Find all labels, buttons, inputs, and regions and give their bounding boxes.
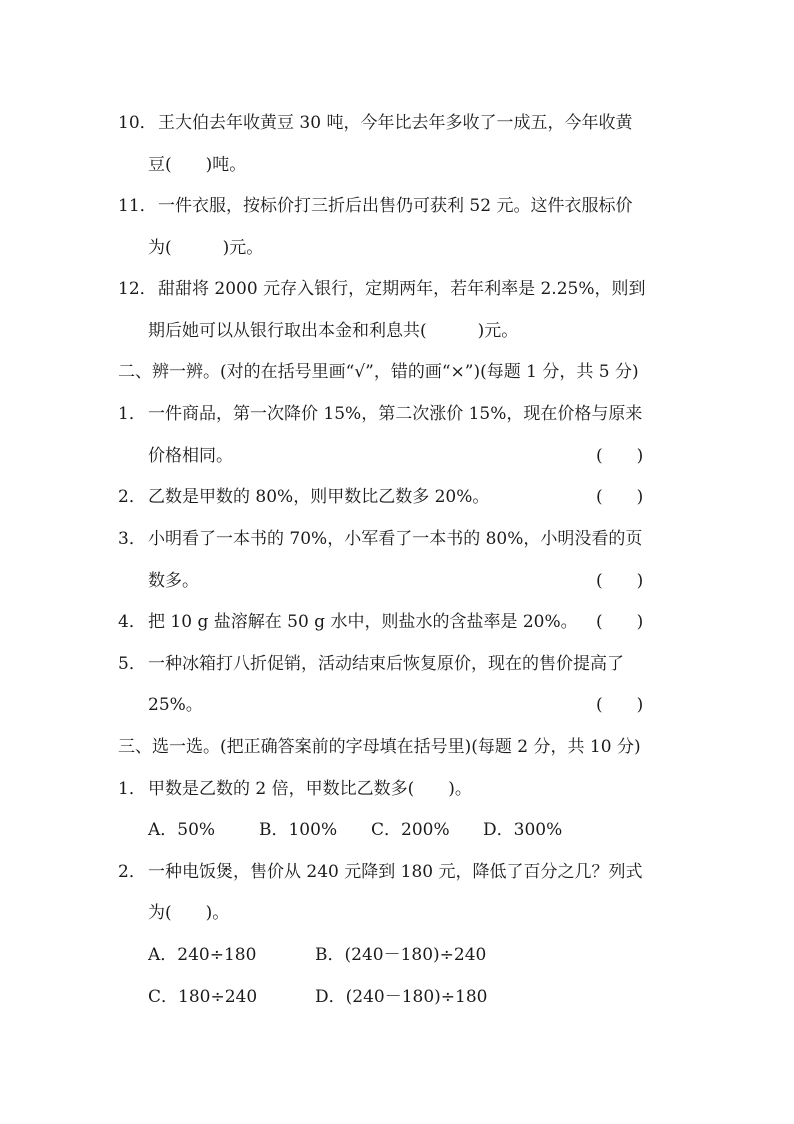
section-title: 三、选一选。(把正确答案前的字母填在括号里)(每题 2 分，共 10 分)	[118, 737, 641, 757]
option-b[interactable]: B．(240－180)÷240	[315, 945, 487, 965]
answer-bracket[interactable]: ( )	[596, 612, 644, 632]
answer-bracket[interactable]: ( )	[596, 446, 644, 466]
option-d[interactable]: D．(240－180)÷180	[315, 987, 488, 1007]
question-number: 11．	[118, 196, 157, 216]
question-number: 3．	[118, 529, 146, 549]
question-text: 王大伯去年收黄豆 30 吨，今年比去年多收了一成五，今年收黄	[158, 113, 633, 133]
question-number: 12．	[118, 279, 157, 299]
question-text: 一件衣服，按标价打三折后出售仍可获利 52 元。这件衣服标价	[158, 196, 633, 216]
option-a[interactable]: A．50%	[148, 820, 216, 840]
question-text: 小明看了一本书的 70%，小军看了一本书的 80%，小明没看的页	[148, 529, 643, 549]
option-c[interactable]: C．180÷240	[148, 987, 258, 1007]
option-b[interactable]: B．100%	[259, 820, 338, 840]
question-text: 一种冰箱打八折促销，活动结束后恢复原价，现在的售价提高了	[148, 654, 624, 674]
question-text: 把 10 g 盐溶解在 50 g 水中，则盐水的含盐率是 20%。	[148, 612, 578, 632]
question-number: 5．	[118, 654, 146, 674]
question-text: 一件商品，第一次降价 15%，第二次涨价 15%，现在价格与原来	[148, 404, 643, 424]
question-text-cont: 为( )元。	[148, 238, 264, 258]
question-text: 一种电饭煲，售价从 240 元降到 180 元，降低了百分之几？列式	[148, 862, 643, 882]
question-number: 1．	[118, 779, 146, 799]
option-d[interactable]: D．300%	[483, 820, 563, 840]
question-text-cont: 价格相同。	[148, 446, 233, 466]
question-text: 甲数是乙数的 2 倍，甲数比乙数多( )。	[148, 779, 472, 799]
question-text-cont: 数多。	[148, 571, 199, 591]
question-text: 甜甜将 2000 元存入银行，定期两年，若年利率是 2.25%，则到	[158, 279, 646, 299]
answer-bracket[interactable]: ( )	[596, 695, 644, 715]
section-title: 二、辨一辨。(对的在括号里画“√”，错的画“×”)(每题 1 分，共 5 分)	[118, 362, 639, 382]
question-text-cont: 豆( )吨。	[148, 155, 247, 175]
question-number: 10．	[118, 113, 157, 133]
answer-bracket[interactable]: ( )	[596, 571, 644, 591]
option-c[interactable]: C．200%	[371, 820, 450, 840]
question-text-cont: 期后她可以从银行取出本金和利息共( )元。	[148, 321, 519, 341]
question-text-cont: 25%。	[148, 695, 203, 715]
question-number: 2．	[118, 862, 146, 882]
question-number: 1．	[118, 404, 146, 424]
question-number: 2．	[118, 487, 146, 507]
answer-bracket[interactable]: ( )	[596, 487, 644, 507]
option-a[interactable]: A．240÷180	[148, 945, 257, 965]
question-text: 乙数是甲数的 80%，则甲数比乙数多 20%。	[148, 487, 490, 507]
question-text-cont: 为( )。	[148, 903, 230, 923]
question-number: 4．	[118, 612, 146, 632]
